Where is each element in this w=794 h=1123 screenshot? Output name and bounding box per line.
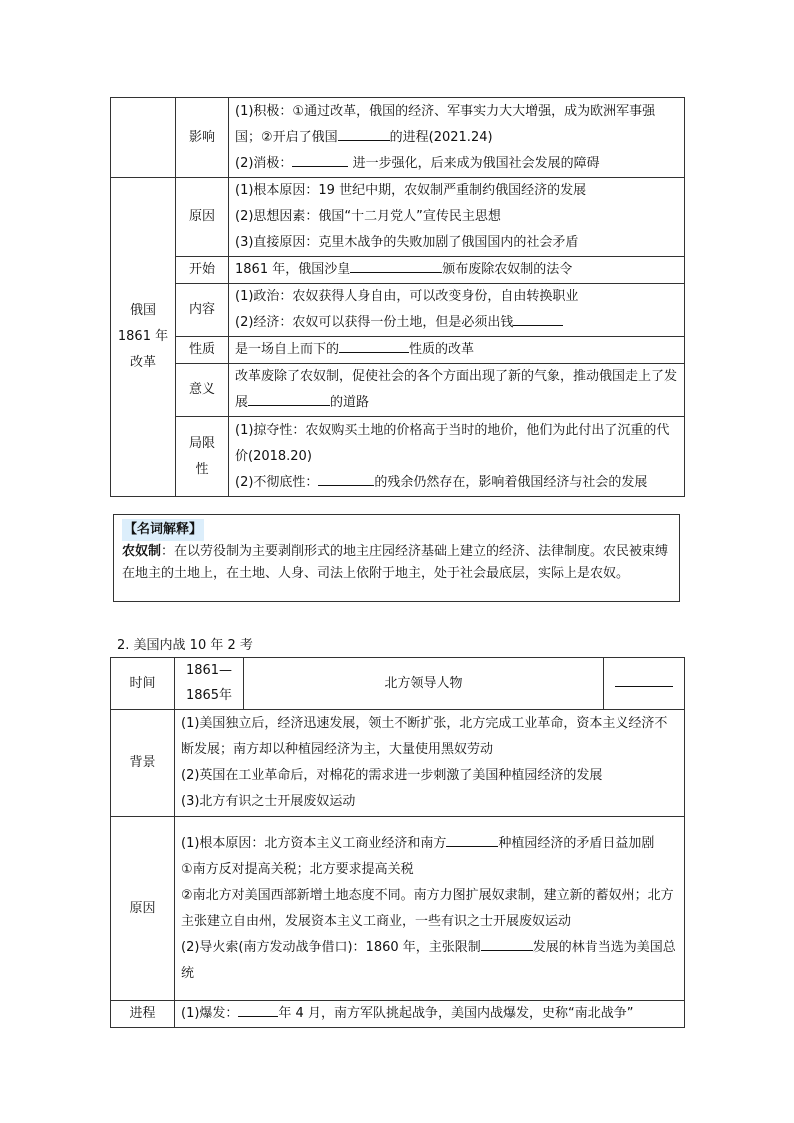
- content-2: (2)经济：农奴可以获得一份土地，但是必须出钱: [235, 315, 514, 330]
- note-text: ：在以劳役制为主要剥削形式的地主庄园经济基础上建立的经济、法律制度。农民被束缚在地主的土地上，在土地、人身、司法上依附于地主，处于社会最底层，实际上是农奴。: [122, 544, 669, 581]
- impact-line1: (1)积极：①通过改革，俄国的经济、军事实力大大增强，成为欧洲军事强国；②开启了俄国: [235, 103, 656, 145]
- blank: [292, 152, 348, 167]
- time-value-text: 1861—1865年: [185, 663, 233, 703]
- impact-line2-after: 进一步强化，后来成为俄国社会发展的障碍: [352, 155, 600, 171]
- limit-2-after: 的残余仍然存在，影响着俄国经济与社会的发展: [374, 474, 648, 490]
- start-label: 开始: [176, 257, 229, 284]
- bg-3: (3)北方有识之士开展废奴运动: [181, 794, 356, 809]
- empty-cell: [111, 98, 176, 178]
- leader-label: 北方领导人物: [244, 658, 604, 710]
- impact-line2-before: (2)消极：: [235, 155, 293, 171]
- term-explanation-box: [113, 514, 680, 602]
- nature-content: [229, 337, 685, 364]
- blank: [318, 471, 374, 486]
- cause2-1-before: (1)根本原因：北方资本主义工商业经济和南方: [181, 835, 447, 851]
- cause2-2: ①南方反对提高关税；北方要求提高关税: [181, 861, 414, 877]
- cause2-3: ②南北方对美国西部新增土地态度不同。南方力图扩展奴隶制，建立新的蓄奴州；北方主张建立自由州，发展资本主义工商业，一些有识之士开展废奴运动: [181, 887, 674, 929]
- limit-content: [229, 417, 685, 497]
- reform-label-line1: 俄国: [129, 303, 156, 318]
- content-label: 内容: [176, 284, 229, 337]
- progress-after: 年 4 月，南方军队挑起战争，美国内战爆发，史称“南北战争”: [278, 1006, 634, 1021]
- russia-reform-table: [110, 97, 685, 497]
- start-after: 颁布废除农奴制的法令: [442, 262, 573, 277]
- blank: [615, 672, 673, 687]
- blank: [513, 311, 563, 326]
- cause2-content: [175, 817, 685, 1001]
- blank: [481, 936, 533, 951]
- bg-2: (2)英国在工业革命后，对棉花的需求进一步刺激了美国种植园经济的发展: [181, 768, 603, 783]
- limit-1: (1)掠夺性：农奴购买土地的价格高于当时的地价，他们为此付出了沉重的代价(2018.20): [235, 422, 670, 464]
- progress-before: (1)爆发：: [181, 1006, 239, 1021]
- reform-label-line2: 1861 年: [117, 329, 169, 344]
- leader-answer: [604, 658, 685, 710]
- content-1: (1)政治：农奴获得人身自由，可以改变身份，自由转换职业: [235, 289, 579, 304]
- us-civil-war-table: [110, 657, 685, 1028]
- cause2-4-after: 发展的林肯当选为美国总统: [181, 939, 676, 981]
- cause-label: 原因: [176, 178, 229, 257]
- limit-label-text: 局限性: [189, 435, 216, 477]
- time-value: [175, 658, 244, 710]
- start-before: 1861 年，俄国沙皇: [235, 262, 351, 277]
- nature-after: 性质的改革: [409, 342, 475, 357]
- reform-label: [111, 178, 176, 497]
- time-label: 时间: [111, 658, 175, 710]
- nature-before: 是一场自上而下的: [235, 342, 340, 357]
- cause-content: [229, 178, 685, 257]
- cause2-1-after: 种植园经济的矛盾日益加剧: [498, 835, 655, 851]
- reform-label-line3: 改革: [129, 355, 156, 370]
- impact-line1-after: 的进程(2021.24): [389, 129, 493, 145]
- blank: [238, 1002, 278, 1017]
- note-term: 农奴制: [122, 544, 162, 559]
- cause-2: (2)思想因素：俄国“十二月党人”宣传民主思想: [235, 209, 501, 224]
- cause2-4-before: (2)导火索(南方发动战争借口)：1860 年，主张限制: [181, 939, 481, 955]
- cause-1: (1)根本原因：19 世纪中期，农奴制严重制约俄国经济的发展: [235, 183, 587, 198]
- blank: [350, 258, 442, 273]
- meaning-1: 改革废除了农奴制，促使社会的各个方面出现了新的气象，推动俄国走上了发展: [235, 369, 678, 410]
- impact-label: 影响: [176, 98, 229, 178]
- start-content: [229, 257, 685, 284]
- section-heading: 2. 美国内战 10 年 2 考: [117, 638, 253, 653]
- cause-3: (3)直接原因：克里木战争的失败加剧了俄国国内的社会矛盾: [235, 235, 579, 250]
- blank: [338, 126, 390, 141]
- cause2-label: 原因: [111, 817, 175, 1001]
- blank: [339, 338, 409, 353]
- meaning-1-after: 的道路: [330, 395, 370, 410]
- bg-content: [175, 710, 685, 817]
- bg-label: 背景: [111, 710, 175, 817]
- note-title: 【名词解释】: [122, 519, 204, 541]
- limit-2-before: (2)不彻底性：: [235, 474, 319, 490]
- limit-label: [176, 417, 229, 497]
- content-content: [229, 284, 685, 337]
- impact-content: [229, 98, 685, 178]
- blank: [248, 391, 330, 406]
- meaning-label: 意义: [176, 364, 229, 417]
- meaning-content: [229, 364, 685, 417]
- blank: [446, 832, 498, 847]
- note-body: [122, 544, 668, 581]
- nature-label: 性质: [176, 337, 229, 364]
- bg-1: (1)美国独立后，经济迅速发展，领土不断扩张，北方完成工业革命，资本主义经济不断发展；南方却以种植园经济为主，大量使用黑奴劳动: [181, 716, 668, 757]
- progress-content: [175, 1001, 685, 1028]
- progress-label: 进程: [111, 1001, 175, 1028]
